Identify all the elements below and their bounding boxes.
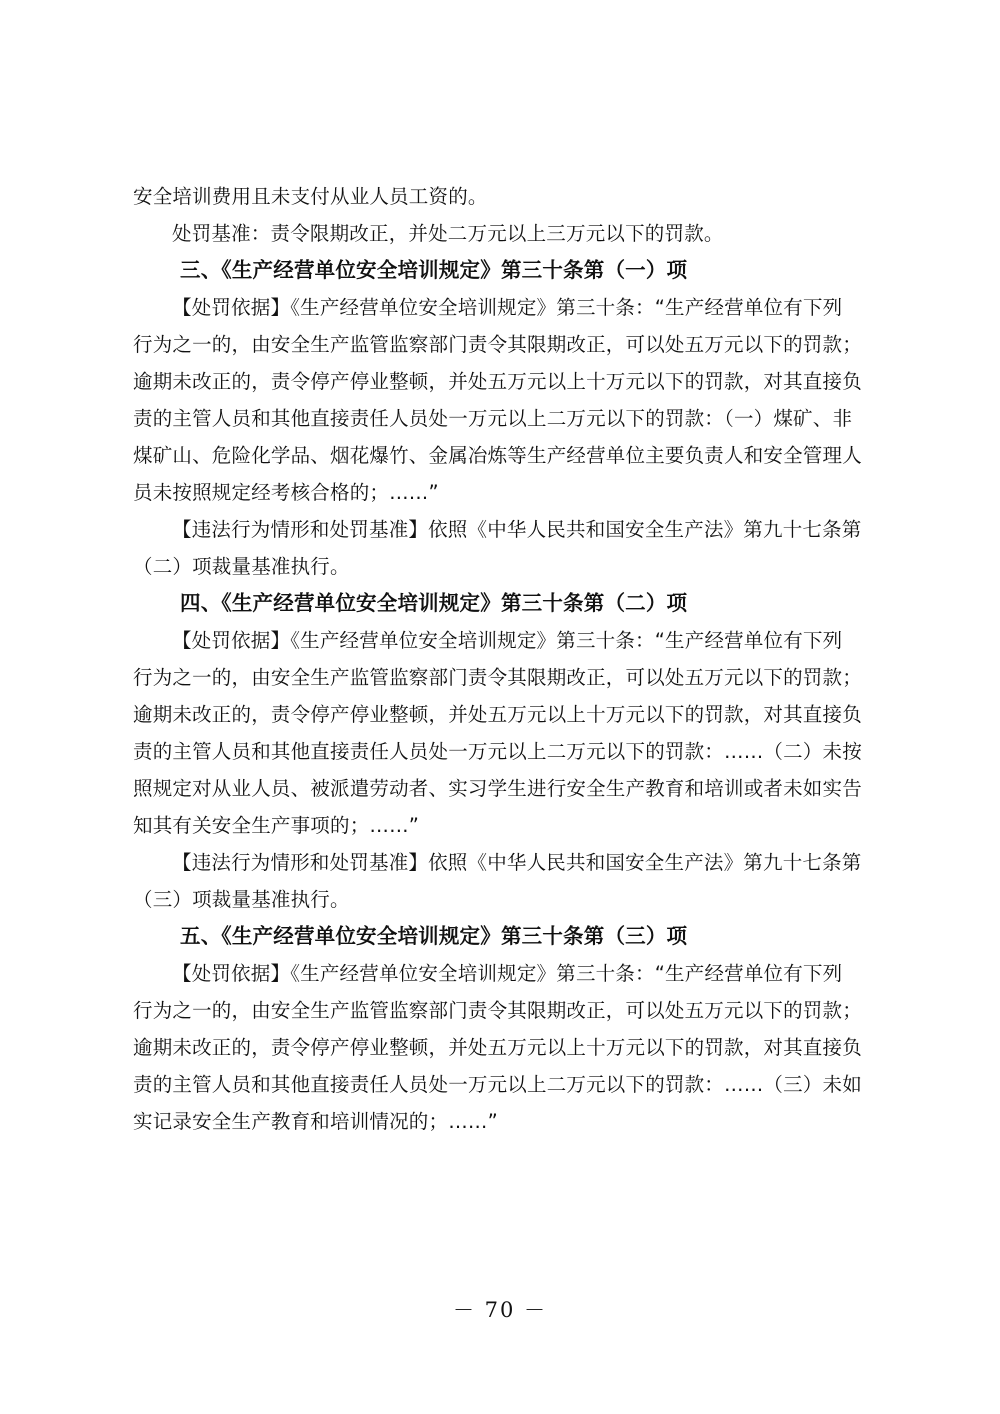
text-line: 处罚基准：责令限期改正，并处二万元以上三万元以下的罚款。	[172, 222, 724, 245]
text-line: 逾期未改正的，责令停产停业整顿，并处五万元以上十万元以下的罚款，对其直接负	[133, 370, 862, 393]
text-line: 【处罚依据】《生产经营单位安全培训规定》第三十条：“生产经营单位有下列	[172, 962, 843, 985]
text-line: 【处罚依据】《生产经营单位安全培训规定》第三十条：“生产经营单位有下列	[172, 629, 843, 652]
text-line: 责的主管人员和其他直接责任人员处一万元以上二万元以下的罚款：（一）煤矿、非	[133, 407, 853, 430]
text-line: （二）项裁量基准执行。	[133, 555, 350, 578]
text-line: 行为之一的，由安全生产监管监察部门责令其限期改正，可以处五万元以下的罚款；	[133, 666, 862, 689]
text-line: 责的主管人员和其他直接责任人员处一万元以上二万元以下的罚款：……（二）未按	[133, 740, 862, 763]
text-line: 行为之一的，由安全生产监管监察部门责令其限期改正，可以处五万元以下的罚款；	[133, 333, 862, 356]
text-line: 安全培训费用且未支付从业人员工资的。	[133, 185, 488, 208]
page-number: － 70 －	[452, 1298, 548, 1322]
text-line: 逾期未改正的，责令停产停业整顿，并处五万元以上十万元以下的罚款，对其直接负	[133, 703, 862, 726]
text-line: 员未按照规定经考核合格的；……”	[133, 481, 439, 504]
section-heading: 四、《生产经营单位安全培训规定》第三十条第（二）项	[180, 591, 688, 615]
section-heading: 五、《生产经营单位安全培训规定》第三十条第（三）项	[180, 924, 688, 948]
text-line: 照规定对从业人员、被派遣劳动者、实习学生进行安全生产教育和培训或者未如实告	[133, 777, 862, 800]
section-heading: 三、《生产经营单位安全培训规定》第三十条第（一）项	[180, 258, 688, 282]
text-line: 【违法行为情形和处罚基准】依照《中华人民共和国安全生产法》第九十七条第	[172, 518, 862, 541]
text-line: 知其有关安全生产事项的；……”	[133, 814, 420, 837]
text-line: 【处罚依据】《生产经营单位安全培训规定》第三十条：“生产经营单位有下列	[172, 296, 843, 319]
text-line: 逾期未改正的，责令停产停业整顿，并处五万元以上十万元以下的罚款，对其直接负	[133, 1036, 862, 1059]
text-line: 煤矿山、危险化学品、烟花爆竹、金属冶炼等生产经营单位主要负责人和安全管理人	[133, 444, 862, 467]
text-line: 责的主管人员和其他直接责任人员处一万元以上二万元以下的罚款：……（三）未如	[133, 1073, 862, 1096]
text-line: 【违法行为情形和处罚基准】依照《中华人民共和国安全生产法》第九十七条第	[172, 851, 862, 874]
text-line: （三）项裁量基准执行。	[133, 888, 350, 911]
text-line: 行为之一的，由安全生产监管监察部门责令其限期改正，可以处五万元以下的罚款；	[133, 999, 862, 1022]
document-body	[133, 178, 877, 1140]
text-line: 实记录安全生产教育和培训情况的；……”	[133, 1110, 498, 1133]
